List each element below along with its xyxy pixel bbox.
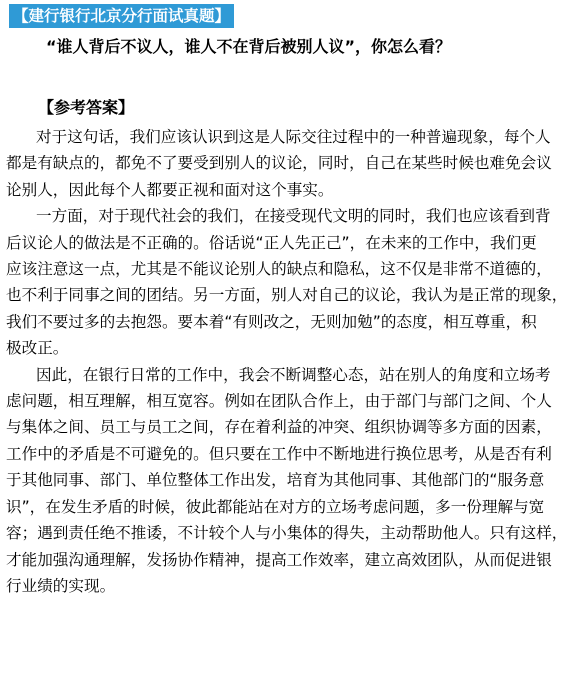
paragraph-line: 与集体之间、员工与员工之间，存在着利益的冲突、组织协调等多方面的因素，: [6, 418, 552, 437]
paragraph-line: 容；遇到责任绝不推诿，不计较个人与小集体的得失，主动帮助他人。只有这样，: [6, 524, 568, 543]
question-text: “谁人背后不议人，谁人不在背后被别人议”，你怎么看？: [46, 37, 452, 56]
paragraph-line: 识”，在发生矛盾的时候，彼此都能站在对方的立场考虑问题，多一份理解与宽: [6, 497, 545, 516]
paragraph-line: 后议论人的做法是不正确的。俗话说“正人先正己”，在未来的工作中，我们更: [6, 233, 537, 252]
paragraph-line: 因此，在银行日常的工作中，我会不断调整心态，站在别人的角度和立场考: [36, 365, 551, 384]
answer-heading: 【参考答案】: [38, 98, 135, 117]
paragraph-line: 行业绩的实现。: [6, 576, 116, 595]
paragraph-line: 极改正。: [6, 339, 69, 358]
paragraph-line: 应该注意这一点，尤其是不能议论别人的缺点和隐私，这不仅是非常不道德的，: [6, 260, 552, 279]
paragraph-line: 一方面，对于现代社会的我们，在接受现代文明的同时，我们也应该看到背: [36, 207, 551, 226]
page-title: 【建行银行北京分行面试真题】: [9, 4, 234, 28]
paragraph-line: 于其他同事、部门、单位整体工作出发，培育为其他同事、其他部门的“服务意: [6, 471, 545, 490]
paragraph-line: 论别人，因此每个人都要正视和面对这个事实。: [6, 180, 334, 199]
paragraph-line: 虑问题，相互理解，相互宽容。例如在团队合作上，由于部门与部门之间、个人: [6, 392, 552, 411]
answer-paragraph: [6, 362, 568, 600]
answer-paragraph: [6, 124, 568, 203]
paragraph-line: 我们不要过多的去抱怨。要本着“有则改之，无则加勉”的态度，相互尊重，积: [6, 312, 537, 331]
answer-body: [6, 124, 568, 599]
answer-paragraph: [6, 203, 568, 361]
paragraph-line: 才能加强沟通理解，发扬协作精神，提高工作效率，建立高效团队，从而促进银: [6, 550, 552, 569]
paragraph-line: 都是有缺点的，都免不了要受到别人的议论，同时，自己在某些时候也难免会议: [6, 154, 552, 173]
paragraph-line: 对于这句话，我们应该认识到这是人际交往过程中的一种普遍现象，每个人: [36, 128, 551, 146]
paragraph-line: 工作中的矛盾是不可避免的。但只要在工作中不断地进行换位思考，从是否有利: [6, 444, 552, 463]
paragraph-line: 也不利于同事之间的团结。另一方面，别人对自己的议论，我认为是正常的现象，: [6, 286, 568, 305]
